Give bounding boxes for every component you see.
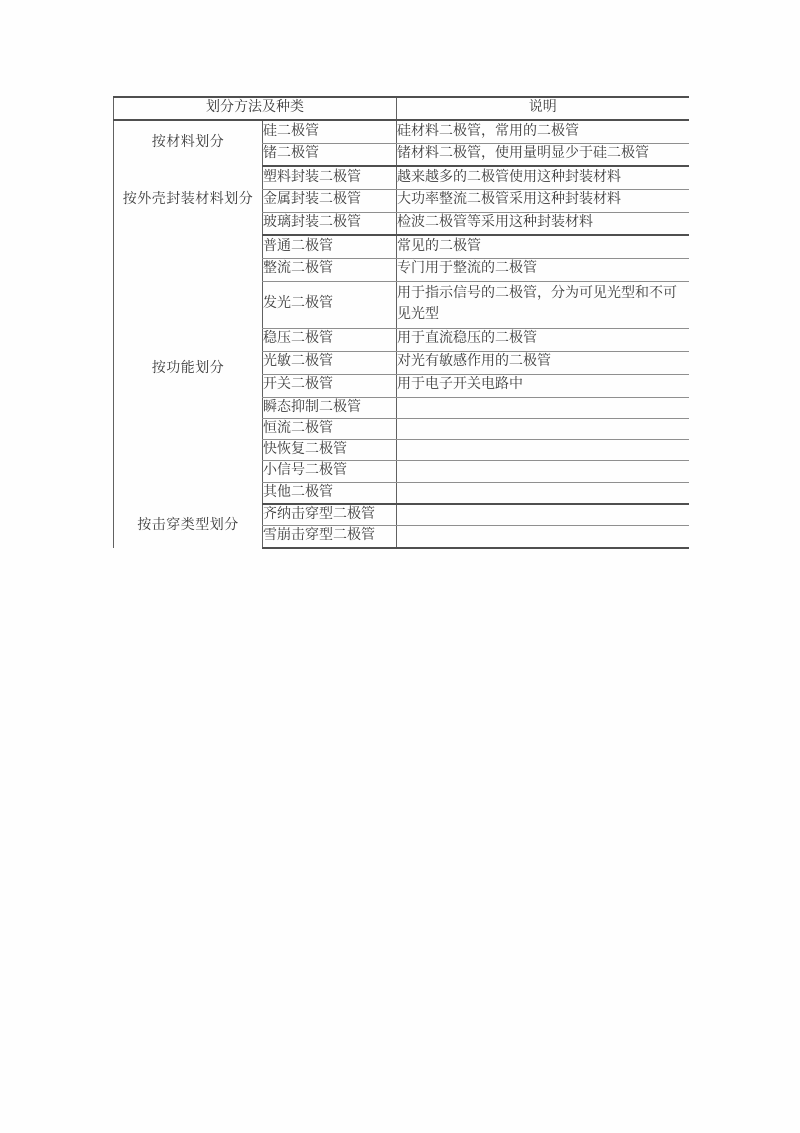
desc-cell [397,397,689,418]
type-cell: 硅二极管 [263,120,397,143]
table-row [114,504,689,526]
desc-cell: 用于直流稳压的二极管 [397,328,689,351]
desc-cell: 检波二极管等采用这种封装材料 [397,212,689,235]
header-desc-cell: 说明 [397,97,689,120]
type-cell: 雪崩击穿型二极管 [263,526,397,548]
desc-cell: 大功率整流二极管采用这种封装材料 [397,189,689,212]
type-cell: 小信号二极管 [263,461,397,482]
desc-cell: 越来越多的二极管使用这种封装材料 [397,166,689,189]
table-row [114,235,689,258]
desc-cell [397,440,689,461]
desc-cell [397,482,689,504]
type-cell: 光敏二极管 [263,351,397,374]
category-cell: 按外壳封装材料划分 [122,192,254,208]
desc-cell: 用于电子开关电路中 [397,374,689,397]
table-row [114,166,689,189]
header-method-cell: 划分方法及种类 [114,97,397,120]
type-cell: 普通二极管 [263,235,397,258]
diode-classification-table [113,96,689,549]
type-cell: 整流二极管 [263,258,397,281]
desc-cell [397,504,689,526]
type-cell: 其他二极管 [263,482,397,504]
desc-cell [397,526,689,548]
desc-cell: 常见的二极管 [397,235,689,258]
desc-cell [397,461,689,482]
category-cell: 按材料划分 [151,135,225,151]
desc-cell: 专门用于整流的二极管 [397,258,689,281]
type-cell: 玻璃封装二极管 [263,212,397,235]
type-cell: 瞬态抑制二极管 [263,397,397,418]
table-row [114,120,689,143]
type-cell: 发光二极管 [263,281,397,328]
type-cell: 塑料封装二极管 [263,166,397,189]
desc-cell: 硅材料二极管，常用的二极管 [397,120,689,143]
category-cell: 按击穿类型划分 [137,517,239,533]
table-header-row [114,97,689,120]
desc-cell: 对光有敏感作用的二极管 [397,351,689,374]
category-cell: 按功能划分 [151,361,225,377]
desc-cell: 锗材料二极管，使用量明显少于硅二极管 [397,143,689,166]
desc-cell [397,418,689,439]
type-cell: 锗二极管 [263,143,397,166]
desc-cell: 用于指示信号的二极管，分为可见光型和不可见光型 [397,281,689,328]
type-cell: 齐纳击穿型二极管 [263,504,397,526]
type-cell: 开关二极管 [263,374,397,397]
type-cell: 快恢复二极管 [263,440,397,461]
type-cell: 金属封装二极管 [263,189,397,212]
type-cell: 恒流二极管 [263,418,397,439]
type-cell: 稳压二极管 [263,328,397,351]
